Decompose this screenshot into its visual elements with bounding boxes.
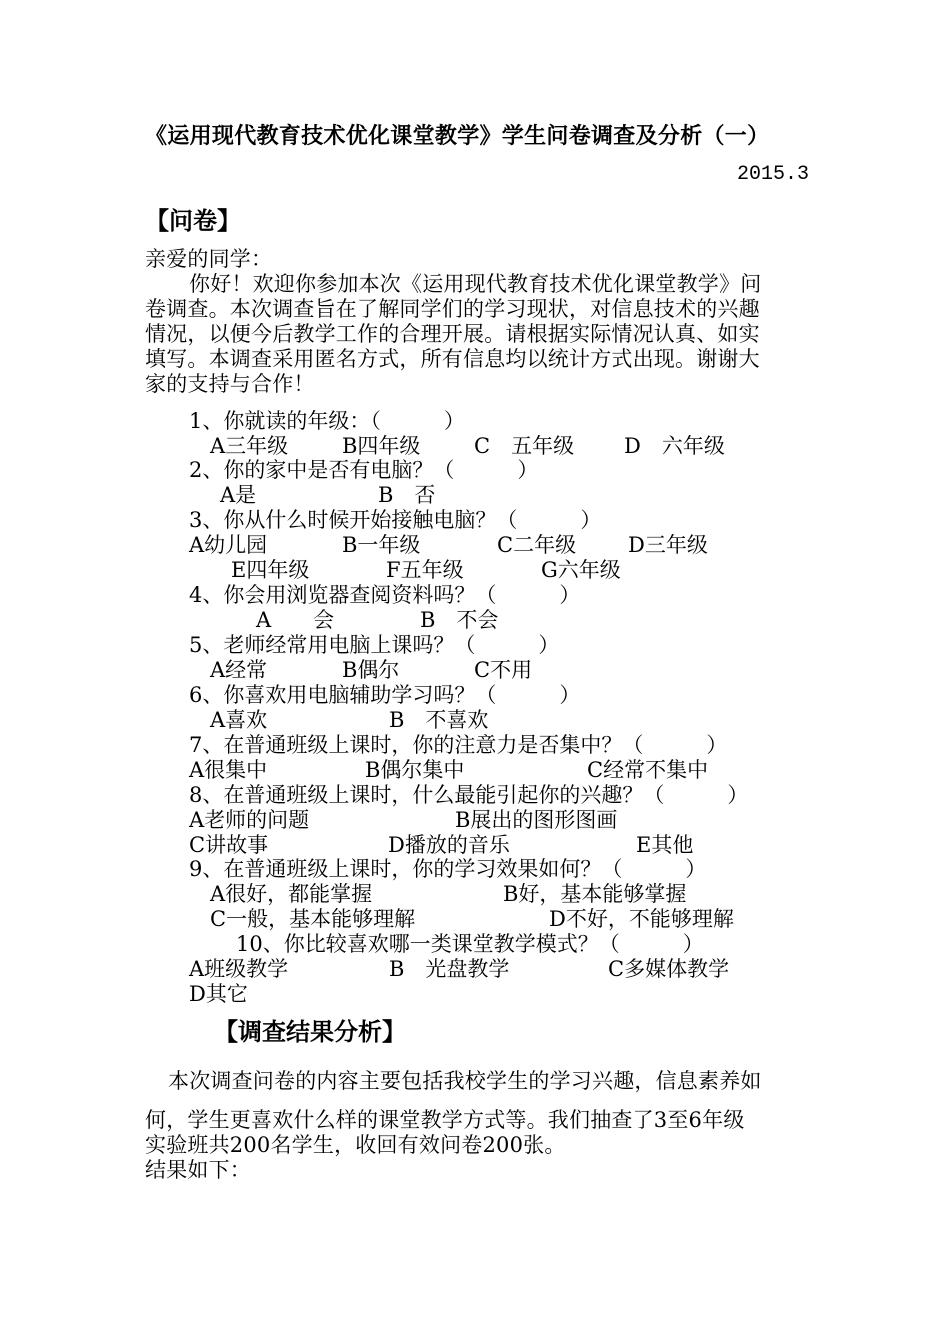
question-2: 2、你的家中是否有电脑？（ ）: [189, 458, 539, 482]
option-9c: C一般，基本能够理解: [210, 907, 416, 931]
option-5b: B偶尔: [342, 658, 400, 682]
option-3g: G六年级: [541, 558, 621, 582]
question-9: 9、在普通班级上课时，你的学习效果如何？（ ）: [189, 857, 707, 881]
analysis-line: 何，学生更喜欢什么样的课堂教学方式等。我们抽查了3至6年级: [145, 1108, 745, 1132]
question-8: 8、在普通班级上课时，什么最能引起你的兴趣？（ ）: [189, 783, 749, 807]
option-10a: A班级教学: [189, 957, 289, 981]
option-8a: A老师的问题: [189, 808, 310, 832]
results-label: 结果如下：: [145, 1158, 251, 1182]
option-4a: A 会: [256, 608, 335, 632]
option-7a: A很集中: [189, 758, 268, 782]
analysis-heading: 【调查结果分析】: [214, 1017, 406, 1046]
document-title: 《运用现代教育技术优化课堂教学》学生问卷调查及分析（一）: [145, 123, 770, 149]
question-10: 10、你比较喜欢哪一类课堂教学模式？（ ）: [236, 932, 704, 956]
option-3b: B一年级: [342, 533, 421, 557]
option-5c: C不用: [474, 658, 533, 682]
option-9a: A很好，都能掌握: [210, 882, 373, 906]
option-9b: B好，基本能够掌握: [503, 882, 687, 906]
option-8b: B展出的图形图画: [455, 808, 618, 832]
option-1a: A三年级: [210, 434, 289, 458]
option-6b: B 不喜欢: [389, 708, 489, 732]
option-8d: D播放的音乐: [388, 833, 510, 857]
question-5: 5、老师经常用电脑上课吗？（ ）: [189, 633, 560, 657]
option-2b: B 否: [378, 483, 436, 507]
option-3d: D三年级: [628, 533, 708, 557]
option-6a: A喜欢: [210, 708, 268, 732]
option-3a: A幼儿园: [189, 533, 268, 557]
question-1: 1、你就读的年级：（ ）: [189, 409, 465, 433]
option-8c: C讲故事: [189, 833, 269, 857]
option-2a: A是: [220, 483, 257, 507]
option-8e: E其他: [636, 833, 694, 857]
option-3c: C二年级: [497, 533, 577, 557]
option-4b: B 不会: [420, 608, 499, 632]
intro-line: 情况，以便今后教学工作的合理开展。请根据实际情况认真、如实: [145, 322, 760, 346]
question-3: 3、你从什么时候开始接触电脑？（ ）: [189, 508, 602, 532]
intro-line: 卷调查。本次调查旨在了解同学们的学习现状，对信息技术的兴趣: [145, 297, 760, 321]
option-1d: D 六年级: [624, 434, 725, 458]
option-7c: C经常不集中: [587, 758, 709, 782]
analysis-line: 本次调查问卷的内容主要包括我校学生的学习兴趣，信息素养如: [168, 1069, 762, 1093]
intro-line: 填写。本调查采用匿名方式，所有信息均以统计方式出现。谢谢大: [145, 347, 760, 371]
salutation: 亲爱的同学：: [145, 247, 273, 271]
intro-line: 家的支持与合作！: [145, 372, 315, 396]
question-6: 6、你喜欢用电脑辅助学习吗？（ ）: [189, 683, 581, 707]
intro-line: 你好！欢迎你参加本次《运用现代教育技术优化课堂教学》问: [189, 272, 762, 296]
questionnaire-heading: 【问卷】: [145, 206, 241, 235]
option-9d: D不好，不能够理解: [549, 907, 734, 931]
question-4: 4、你会用浏览器查阅资料吗？（ ）: [189, 583, 581, 607]
option-3e: E四年级: [231, 558, 310, 582]
option-10b: B 光盘教学: [389, 957, 510, 981]
option-3f: F五年级: [386, 558, 464, 582]
option-7b: B偶尔集中: [365, 758, 465, 782]
option-5a: A经常: [210, 658, 268, 682]
option-10c: C多媒体教学: [608, 957, 730, 981]
document-date: 2015.3: [737, 163, 810, 186]
analysis-line: 实验班共200名学生，收回有效问卷200张。: [145, 1133, 566, 1157]
option-10d: D其它: [189, 982, 248, 1006]
option-1b: B四年级: [342, 434, 421, 458]
question-7: 7、在普通班级上课时，你的注意力是否集中？（ ）: [189, 733, 728, 757]
option-1c: C 五年级: [474, 434, 575, 458]
